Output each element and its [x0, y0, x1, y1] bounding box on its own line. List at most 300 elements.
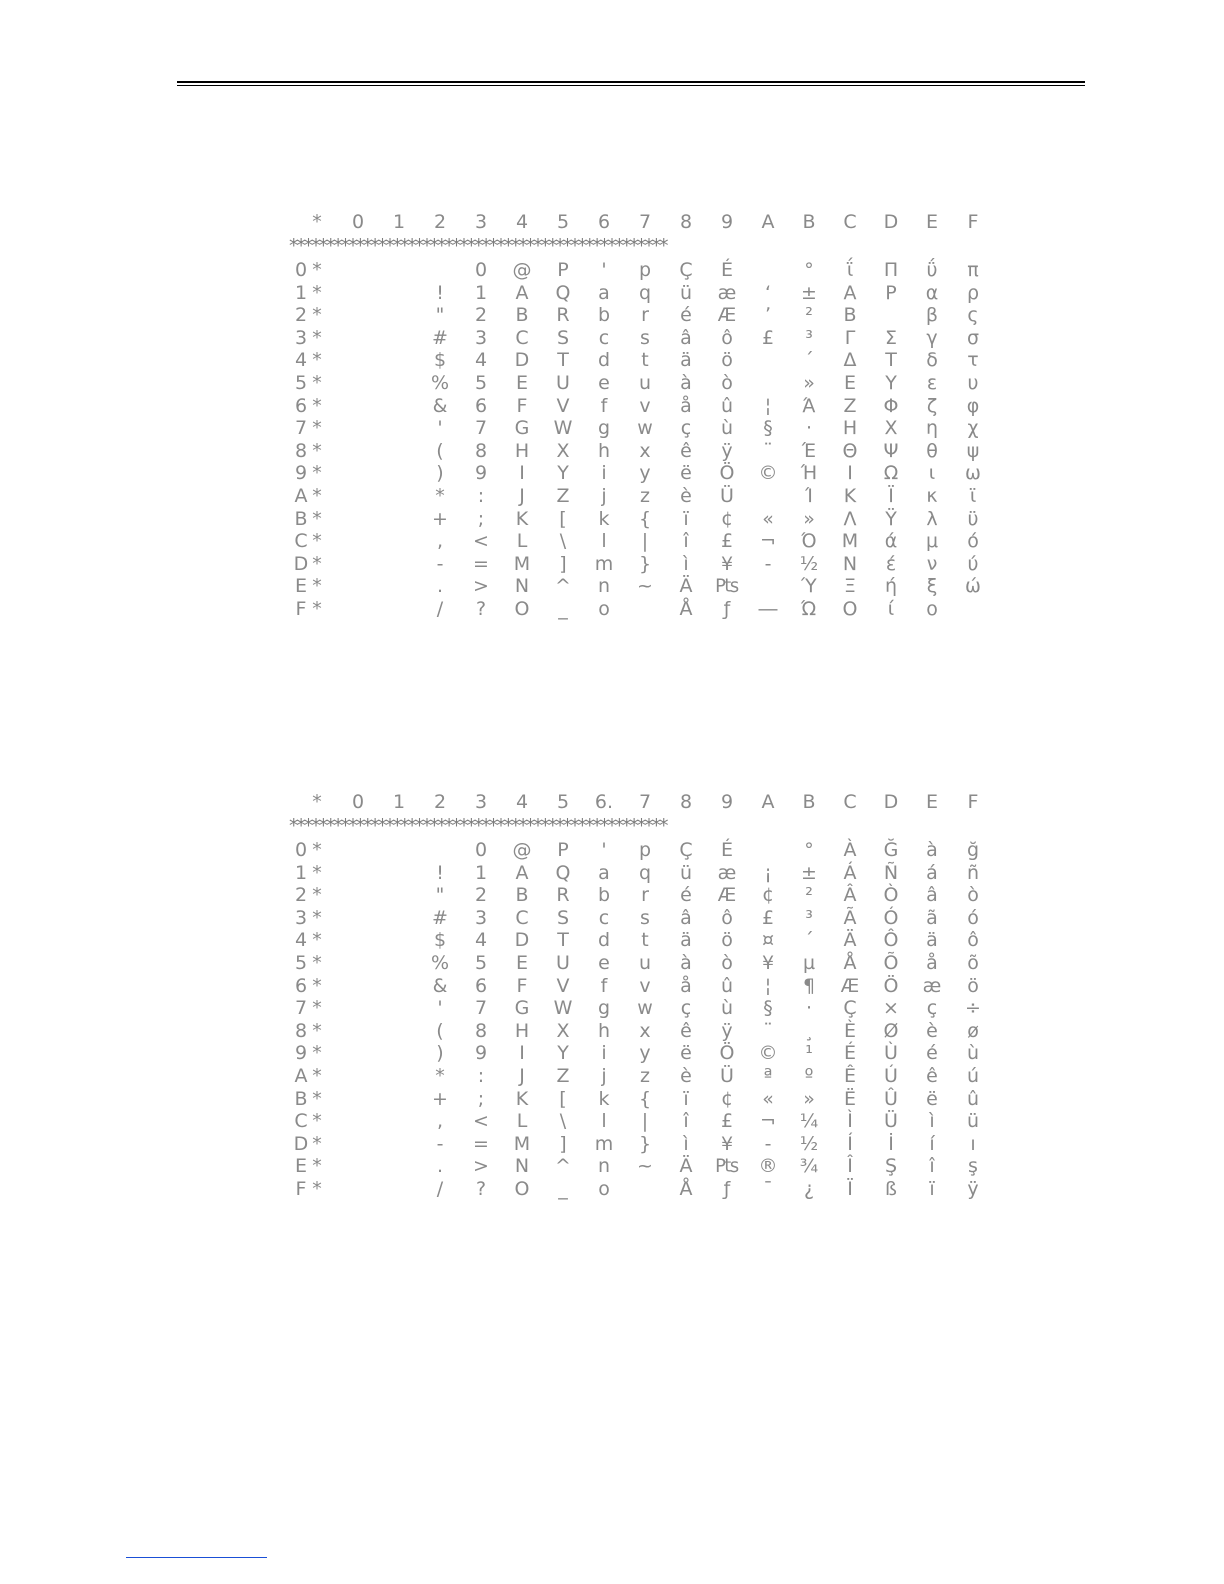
table-cell: Ã [843, 906, 857, 929]
table-cell: Ϋ [885, 507, 897, 530]
table-cell: ¨ [763, 1019, 773, 1042]
table-cell: ä [926, 929, 938, 952]
table-cell: ì [929, 1110, 935, 1133]
table-cell: Ê [843, 1064, 856, 1087]
table-cell: ¦ [764, 974, 772, 997]
table-cell: Ι [847, 462, 853, 485]
table-cell: * [312, 439, 322, 462]
table-cell: Τ [885, 349, 897, 372]
table-cell: / [436, 1177, 444, 1200]
row-label: 4 [294, 349, 308, 372]
table-cell: ô [721, 906, 733, 929]
table-row [289, 861, 1009, 887]
table-cell: ¤ [761, 929, 775, 952]
table-cell: , [436, 530, 444, 553]
table-cell: 9 [474, 1042, 488, 1065]
table-cell: 0 [474, 259, 488, 281]
table-cell: p [638, 839, 652, 861]
table-cell: ü [679, 281, 693, 304]
table-cell: é [680, 304, 692, 327]
table-cell: : [477, 484, 485, 507]
column-header: 1 [392, 791, 406, 813]
table-cell: * [312, 349, 322, 372]
table-cell: P [557, 839, 569, 861]
table-cell: χ [967, 417, 979, 440]
table-cell: Ï [847, 1177, 853, 1200]
table-cell: î [683, 1110, 689, 1133]
table-cell: 4 [474, 349, 488, 372]
table-cell: s [640, 906, 650, 929]
table-cell: o [598, 1177, 610, 1200]
table-cell: ä [680, 929, 692, 952]
table-cell: Û [884, 1087, 898, 1110]
table-cell: A [515, 861, 529, 884]
table-cell: α [925, 281, 939, 304]
table-cell: ï [683, 507, 689, 530]
table-cell: Δ [843, 349, 857, 372]
table-cell: z [640, 484, 650, 507]
table-cell: n [597, 1155, 611, 1178]
column-header: 0 [351, 211, 365, 233]
table-cell: Ε [843, 371, 856, 394]
row-label: 5 [294, 371, 308, 394]
table-cell: Ή [800, 462, 818, 485]
table-row [289, 281, 1009, 307]
table-cell: ± [801, 281, 817, 304]
row-label: 6 [294, 974, 308, 997]
table-cell: Ύ [801, 575, 817, 598]
table-row [289, 1044, 1009, 1067]
table-cell: õ [967, 951, 979, 974]
column-header: B [802, 211, 816, 233]
separator-line: *************************************************** [289, 237, 667, 257]
table-cell: Ç [679, 839, 693, 861]
table-cell: d [597, 349, 611, 372]
table-row [289, 577, 1009, 600]
row-label: 2 [294, 884, 308, 907]
table-cell: F [516, 974, 528, 997]
table-cell: 5 [474, 951, 488, 974]
table-cell: ύ [967, 552, 979, 575]
table-cell: > [473, 575, 489, 598]
table-cell: Κ [843, 484, 857, 507]
table-cell: - [764, 552, 772, 575]
table-cell: $ [433, 929, 447, 952]
table-cell: j [601, 1064, 607, 1087]
table-cell: Α [843, 281, 857, 304]
table-cell: Ϊ [888, 484, 894, 507]
table-cell: < [473, 530, 489, 553]
table-cell: Æ [840, 974, 860, 997]
table-cell: * [312, 462, 322, 485]
table-cell: > [473, 1155, 489, 1178]
table-cell: R [556, 304, 570, 327]
table-cell: ª [763, 1064, 773, 1087]
table-cell: ê [680, 1019, 692, 1042]
table-cell: r [641, 304, 649, 327]
table-cell: 0 [474, 839, 488, 861]
table-cell: ò [721, 371, 733, 394]
table-cell: b [597, 884, 611, 907]
table-cell: d [597, 929, 611, 952]
table-cell: q [638, 861, 652, 884]
table-cell: ς [967, 304, 979, 327]
column-header: 6 [597, 211, 611, 233]
table-cell: ¬ [760, 530, 776, 553]
table-cell: * [312, 861, 322, 884]
table-cell: ù [720, 997, 734, 1020]
table-cell: y [639, 1042, 651, 1065]
table-cell: £ [720, 1110, 734, 1133]
table-cell: Ä [679, 575, 693, 598]
table-cell: · [805, 417, 813, 440]
table-cell: X [556, 1019, 570, 1042]
table-row [289, 394, 1009, 420]
table-row [289, 931, 1009, 954]
table-cell: â [680, 906, 692, 929]
table-cell: 4 [474, 929, 488, 952]
table-cell: Ί [805, 484, 813, 507]
table-cell: ¹ [805, 1042, 813, 1065]
table-cell: ) [436, 1042, 444, 1065]
table-cell: * [312, 575, 322, 598]
table-row [289, 951, 1009, 977]
table-cell: î [683, 530, 689, 553]
table-cell: Έ [801, 439, 817, 462]
column-header: 5 [556, 791, 570, 813]
table-cell: ¯ [763, 1177, 773, 1200]
table-cell: Ö [719, 462, 735, 485]
table-cell: Ç [679, 259, 693, 281]
table-cell: æ [717, 281, 737, 304]
table-cell: ö [721, 349, 733, 372]
column-header: * [312, 211, 322, 233]
table-cell: ã [926, 906, 938, 929]
table-cell: Í [847, 1132, 853, 1155]
table-cell: ρ [966, 281, 980, 304]
table-cell: . [436, 1155, 444, 1178]
column-header: E [925, 211, 938, 233]
table-cell: * [312, 259, 322, 281]
table-cell: ; [477, 1087, 485, 1110]
table-cell: ş [968, 1155, 978, 1178]
table-cell: à [680, 951, 692, 974]
table-cell: Χ [884, 417, 898, 440]
table-cell: Æ [717, 304, 737, 327]
table-cell: J [519, 484, 525, 507]
table-cell: - [436, 1132, 444, 1155]
table-cell: [ [559, 507, 567, 530]
table-cell: L [516, 1110, 528, 1133]
table-cell: ç [926, 997, 938, 1020]
row-label: 7 [294, 417, 308, 440]
table-cell: & [432, 974, 448, 997]
table-cell: ά [884, 530, 898, 553]
column-header: 7 [638, 791, 652, 813]
table-cell: f [600, 974, 608, 997]
table-cell: } [638, 1132, 652, 1155]
table-cell: Ñ [883, 861, 899, 884]
table-cell: ë [680, 1042, 692, 1065]
table-cell: μ [925, 530, 939, 553]
table-cell: κ [926, 484, 938, 507]
table-cell: * [312, 552, 322, 575]
table-cell: í [929, 1132, 935, 1155]
table-row [289, 306, 1009, 329]
table-cell: S [556, 326, 570, 349]
table-cell: s [640, 326, 650, 349]
table-cell: g [597, 417, 611, 440]
table-cell: û [720, 974, 734, 997]
table-cell: K [515, 1087, 529, 1110]
table-cell: ΄ [804, 349, 814, 372]
table-cell: ) [436, 462, 444, 485]
table-cell: Õ [883, 951, 899, 974]
table-cell: Ζ [843, 394, 857, 417]
table-cell: ® [758, 1155, 778, 1178]
table-cell: » [803, 371, 815, 394]
table-cell: Ç [843, 997, 857, 1020]
table-cell: U [556, 371, 570, 394]
table-row [289, 1112, 1009, 1135]
table-cell: û [720, 394, 734, 417]
table-cell: V [556, 394, 570, 417]
table-cell: θ [926, 439, 938, 462]
table-cell: _ [558, 597, 568, 620]
table-cell: e [598, 951, 610, 974]
column-header: E [925, 791, 938, 813]
table-cell: { [638, 1087, 652, 1110]
table-cell: C [515, 906, 529, 929]
table-cell: υ [967, 371, 979, 394]
table-cell: Ώ [801, 597, 817, 620]
table-cell: ¼ [799, 1110, 819, 1133]
table-cell: ³ [805, 326, 813, 349]
table-cell: Γ [844, 326, 856, 349]
table-cell: H [514, 439, 530, 462]
table-row [289, 906, 1009, 932]
table-cell: ƒ [723, 597, 731, 620]
table-cell: n [597, 575, 611, 598]
table-cell: 5 [474, 371, 488, 394]
table-cell: * [312, 884, 322, 907]
table-cell: ω [965, 462, 981, 485]
table-cell: r [641, 884, 649, 907]
column-header: 9 [720, 211, 734, 233]
table-cell: Φ [883, 394, 899, 417]
table-cell: Π [883, 259, 899, 281]
table-cell: % [430, 951, 450, 974]
table-cell: ô [721, 326, 733, 349]
column-header: 7 [638, 211, 652, 233]
table-cell: Ó [883, 906, 899, 929]
table-cell: ¿ [803, 1177, 815, 1200]
table-cell: * [312, 974, 322, 997]
table-cell: á [926, 861, 938, 884]
table-cell: Ò [883, 884, 899, 907]
table-cell: 2 [474, 884, 488, 907]
table-cell: i [601, 462, 607, 485]
row-label: 2 [294, 304, 308, 327]
table-cell: Λ [843, 507, 857, 530]
table-cell: ö [967, 974, 979, 997]
table-cell: é [680, 884, 692, 907]
table-cell: ~ [637, 575, 653, 598]
table-cell: Ì [847, 1110, 853, 1133]
table-cell: * [312, 951, 322, 974]
table-cell: { [638, 507, 652, 530]
table-cell: c [598, 906, 610, 929]
table-cell: # [432, 906, 448, 929]
table-cell: - [764, 1132, 772, 1155]
row-label: 3 [294, 326, 308, 349]
table-cell: Q [555, 281, 571, 304]
table-row [289, 1177, 1009, 1203]
table-cell: » [803, 507, 815, 530]
table-cell: * [312, 839, 322, 861]
table-cell: å [926, 951, 938, 974]
table-cell: 3 [474, 906, 488, 929]
table-cell: * [312, 906, 322, 929]
table-cell: I [519, 1042, 525, 1065]
row-label: A [294, 484, 308, 507]
table-cell: ₧ [715, 1155, 740, 1178]
table-cell: E [515, 951, 528, 974]
table-cell: Á [843, 861, 857, 884]
table-cell: ¸ [804, 1019, 814, 1042]
table-cell: ô [967, 929, 979, 952]
table-cell: ¥ [761, 951, 775, 974]
table-cell: ' [437, 997, 443, 1020]
table-cell: Ω [883, 462, 899, 485]
row-label: F [295, 597, 307, 620]
table-cell: o [598, 597, 610, 620]
table-cell: i [601, 1042, 607, 1065]
table-cell: ε [926, 371, 938, 394]
column-header: A [761, 211, 775, 233]
row-label: E [294, 575, 307, 598]
table-cell: ^ [555, 575, 571, 598]
table-cell: R [556, 884, 570, 907]
table-cell: C [515, 326, 529, 349]
table-cell: Å [679, 1177, 693, 1200]
table-cell: ì [683, 1132, 689, 1155]
table-cell: ʻ [764, 281, 772, 304]
table-cell: \ [559, 530, 567, 553]
table-cell: Ø [883, 1019, 899, 1042]
table-cell: « [762, 1087, 774, 1110]
table-row [289, 439, 1009, 465]
table-cell: Ä [679, 1155, 693, 1178]
column-header: F [967, 211, 979, 233]
table-cell: @ [512, 259, 532, 281]
row-label: D [293, 552, 309, 575]
table-row [289, 974, 1009, 1000]
table-cell: * [312, 1155, 322, 1178]
table-cell: 6 [474, 394, 488, 417]
row-label: E [294, 1155, 307, 1178]
table-cell: Σ [884, 326, 897, 349]
table-cell: £ [761, 906, 775, 929]
table-cell: £ [720, 530, 734, 553]
table-cell: ¾ [799, 1155, 819, 1178]
table-cell: * [312, 484, 322, 507]
table-cell: 6 [474, 974, 488, 997]
table-cell: à [926, 839, 938, 861]
table-cell: " [435, 884, 445, 907]
table-cell: Q [555, 861, 571, 884]
column-header: D [883, 211, 899, 233]
table-cell: * [312, 530, 322, 553]
table-cell: + [432, 1087, 448, 1110]
row-label: F [295, 1177, 307, 1200]
table-cell: Υ [885, 371, 897, 394]
table-cell: ¡ [764, 861, 772, 884]
table-cell: * [312, 1042, 322, 1065]
table-cell: j [601, 484, 607, 507]
table-cell: D [514, 349, 530, 372]
table-row [289, 532, 1009, 555]
header-row [289, 213, 1009, 237]
table-row [289, 1087, 1009, 1113]
table-cell: ƒ [723, 1177, 731, 1200]
table-cell: ı [970, 1132, 976, 1155]
table-cell: § [763, 417, 773, 440]
table-cell: × [883, 997, 899, 1020]
row-label: 9 [294, 1042, 308, 1065]
table-cell: ¢ [720, 1087, 734, 1110]
row-label: 5 [294, 951, 308, 974]
table-cell: ] [559, 552, 567, 575]
table-cell: L [516, 530, 528, 553]
table-cell: Ά [802, 394, 816, 417]
row-label: 0 [294, 259, 308, 281]
row-label: B [294, 1087, 308, 1110]
table-cell: ´ [804, 929, 814, 952]
table-cell: 8 [474, 1019, 488, 1042]
code-page-table-2 [289, 793, 1009, 1203]
table-cell: ° [804, 259, 814, 281]
table-cell: Ξ [843, 575, 856, 598]
table-cell: . [436, 575, 444, 598]
table-cell: J [519, 1064, 525, 1087]
table-cell: / [436, 597, 444, 620]
table-cell: * [312, 929, 322, 952]
table-cell: ç [680, 417, 692, 440]
table-cell: Θ [842, 439, 858, 462]
column-header: 3 [474, 211, 488, 233]
column-header: 8 [679, 791, 693, 813]
table-cell: Μ [841, 530, 859, 553]
table-cell: O [514, 1177, 530, 1200]
table-cell: * [312, 1019, 322, 1042]
column-header: 3 [474, 791, 488, 813]
separator-line: *************************************************** [289, 817, 667, 837]
table-cell: l [601, 1110, 607, 1133]
table-cell: B [515, 304, 529, 327]
table-cell: f [600, 394, 608, 417]
table-cell: * [312, 371, 322, 394]
table-cell: 7 [474, 417, 488, 440]
table-cell: k [598, 507, 610, 530]
table-cell: Ρ [885, 281, 897, 304]
table-row [289, 999, 1009, 1022]
table-cell: Ü [884, 1110, 898, 1133]
table-cell: à [680, 371, 692, 394]
table-cell: ( [436, 1019, 444, 1042]
table-cell: M [513, 1132, 531, 1155]
table-cell: b [597, 304, 611, 327]
